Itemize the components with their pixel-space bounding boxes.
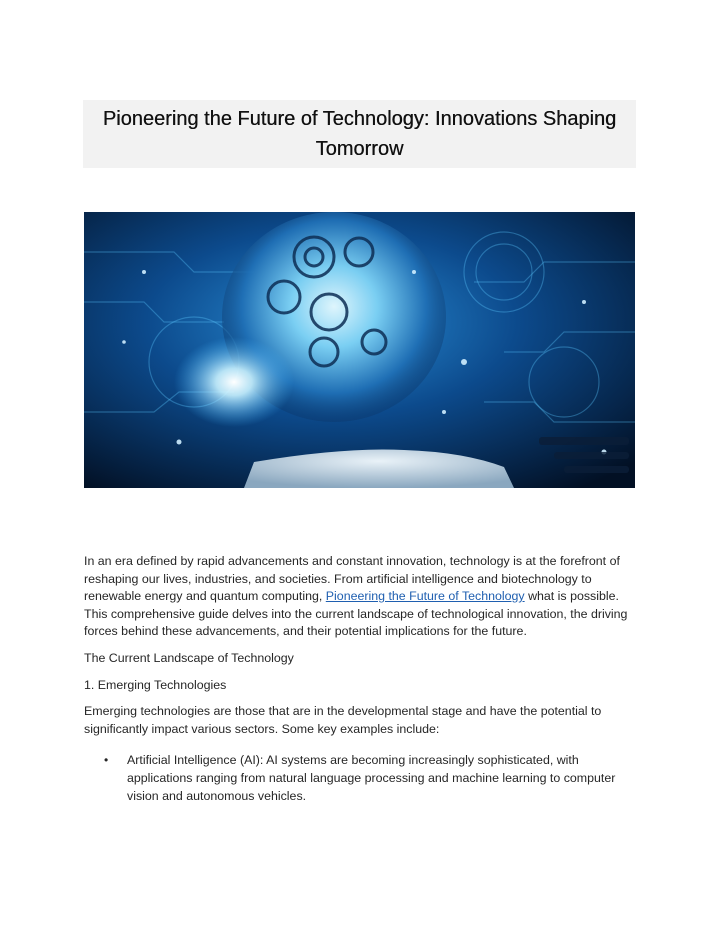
subsection-body: Emerging technologies are those that are in the developmental stage and have the potential to significantly impact various sectors. Some key examples include: [84,704,602,736]
title-banner [83,100,636,168]
section-heading: The Current Landscape of Technology [84,650,294,665]
bullet-marker: • [104,753,109,768]
list-item-text: Artificial Intelligence (AI): AI systems are becoming increasingly sophisticated, with applications ranging from natural language processing and machine learning to computer vision and autonomous vehicles. [127,753,616,803]
intro-paragraph [84,553,636,641]
hero-illustration [84,212,635,488]
intro-text-start: In an era defined by rapid advancements and constant innovation, technology is at the forefront of reshaping our lives, industries, and societies. From artificial intelligence and biotechnology to renewable energy and quantum computing, [84,554,620,604]
subsection-heading: 1. Emerging Technologies [84,677,227,692]
future-technology-link[interactable]: Pioneering the Future of Technology [325,589,525,604]
hero-image [84,212,635,488]
page-title: Pioneering the Future of Technology: Innovations Shaping Tomorrow [102,108,617,160]
article-body [84,553,636,805]
intro-text-end: what is possible. This comprehensive guide delves into the current landscape of technological innovation, the driving forces behind these advancements, and their potential implications for the future. [84,589,628,639]
list-item [84,752,636,805]
bullet-list [84,752,636,805]
